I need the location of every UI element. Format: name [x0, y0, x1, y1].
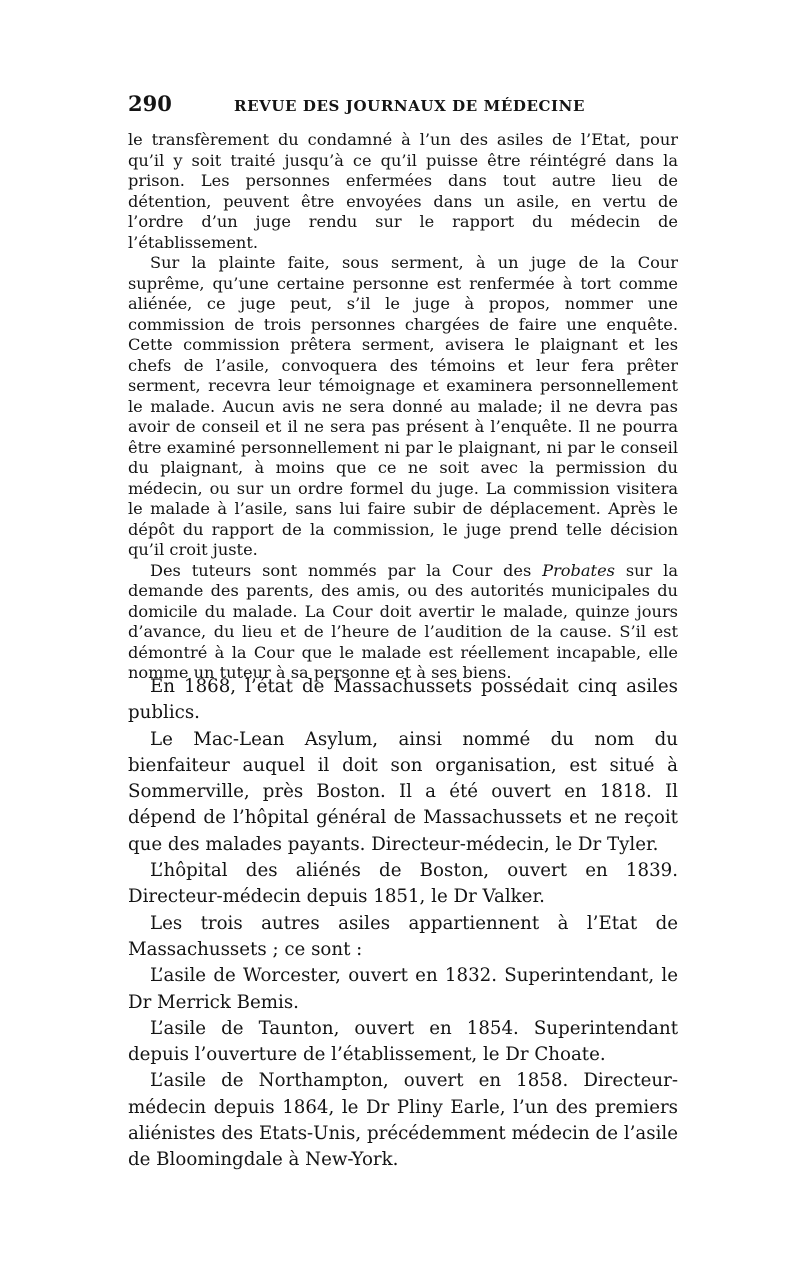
paragraph-complaint: Sur la plainte faite, sous serment, à un juge de la Cour suprême, qu’une certaine personne est renfermée à tort comme aliénée, ce juge peut, s’il le juge à propos, nommer une commission de trois personnes chargées de faire une enquête. Cette commission prêtera serment, avisera le plaignant et les chefs de l’asile, convoquera des témoins et leur fera prêter serment, recevra leur témoignage et examinera personnellement le malade. Aucun avis ne sera donné au malade; il ne devra pas avoir de conseil et il ne sera pas présent à l’enquête. Il ne pourra être examiné personnellement ni par le plaignant, ni par le conseil du plaignant, à moins que ce ne soit avec la permission du médecin, ou sur un ordre formel du juge. La commission visitera le malade à l’asile, sans lui faire subir de déplacement. Après le dépôt du rapport de la commission, le juge prend telle décision qu’il croit juste.: [128, 253, 678, 559]
guardians-text-end: sur la demande des parents, des amis, ou des autorités municipales du domicile du malade. La Cour doit avertir le malade, quinze jours d’avance, du lieu et de l’heure de l’audition de la cause. S’il est démontré à la Cour que le malade est réellement incapable, elle nomme un tuteur à sa personne et à ses biens.: [128, 560, 678, 682]
small-print-section: [128, 130, 678, 684]
paragraph-asylums-1868: En 1868, l’état de Massachussets possédait cinq asiles publics.: [128, 676, 678, 724]
paragraph-taunton: L’asile de Taunton, ouvert en 1854. Superintendant depuis l’ouverture de l’établissement, le Dr Choate.: [128, 1017, 678, 1066]
page-number: 290: [128, 91, 172, 116]
paragraph-northampton: L’asile de Northampton, ouvert en 1858. Directeur-médecin depuis 1864, le Dr Pliny Earle, l’un des premiers aliénistes des Etats-Unis, précédemment médecin de l’asile de Bloomingdale à New-York.: [128, 1070, 678, 1171]
guardians-text-start: Des tuteurs sont nommés par la Cour des: [150, 560, 543, 580]
probates-term: Probates: [542, 560, 615, 580]
paragraph-worcester: L’asile de Worcester, ouvert en 1832. Superintendant, le Dr Merrick Bemis.: [128, 965, 678, 1013]
main-text-section: [128, 674, 678, 1174]
paragraph-state-asylums: Les trois autres asiles appartiennent à l’Etat de Massachussets ; ce sont :: [128, 912, 678, 960]
paragraph-boston-hospital: L’hôpital des aliénés de Boston, ouvert en 1839. Directeur-médecin depuis 1851, le Dr Valker.: [128, 860, 678, 908]
running-title: REVUE DES JOURNAUX DE MÉDECINE: [234, 97, 586, 115]
paragraph-guardians: [128, 561, 678, 684]
paragraph-transfer: le transfèrement du condamné à l’un des asiles de l’Etat, pour qu’il y soit traité jusqu’à ce qu’il puisse être réintégré dans la prison. Les personnes enfermées dans tout autre lieu de détention, peuvent être envoyées dans un asile, en vertu de l’ordre d’un juge rendu sur le rapport du médecin de l’établissement.: [128, 130, 678, 252]
paragraph-mac-lean-asylum: Le Mac-Lean Asylum, ainsi nommé du nom du bienfaiteur auquel il doit son organisation, est situé à Sommerville, près Boston. Il a été ouvert en 1818. Il dépend de l’hôpital général de Massachussets et ne reçoit que des malades payants. Directeur-médecin, le Dr Tyler.: [128, 728, 678, 855]
